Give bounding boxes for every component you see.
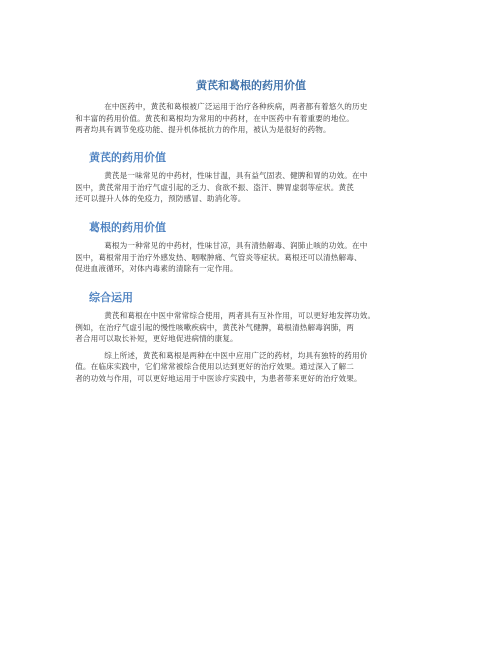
paragraph-line: 黄芪是一味常见的中药材，性味甘温，具有益气固表、健脾和胃的功效。在中 bbox=[104, 171, 368, 180]
paragraph-line: 者合用可以取长补短，更好地促进病情的康复。 bbox=[75, 334, 238, 343]
paragraph-line: 值。在临床实践中，它们常常被综合使用以达到更好的治疗效果。通过深入了解二 bbox=[75, 362, 354, 371]
paragraph-line: 黄芪和葛根在中医中常常综合使用，两者具有互补作用，可以更好地发挥功效。 bbox=[104, 311, 376, 320]
section-combined-use bbox=[60, 290, 444, 384]
paragraph-line: 例如，在治疗气虚引起的慢性咳嗽疾病中，黄芪补气健脾，葛根清热解毒润肺，两 bbox=[75, 322, 354, 332]
intro-line: 在中医药中，黄芪和葛根被广泛运用于治疗各种疾病，两者都有着悠久的历史 bbox=[104, 102, 368, 111]
paragraph-line: 综上所述，黄芪和葛根是两种在中医中应用广泛的药材，均具有独特的药用价 bbox=[104, 350, 368, 360]
intro-paragraph bbox=[60, 101, 444, 136]
section-heading: 综合运用 bbox=[89, 291, 133, 304]
paragraph-line: 促进血液循环，对体内毒素的清除有一定作用。 bbox=[75, 264, 238, 273]
section-huangqi bbox=[60, 150, 444, 205]
intro-section bbox=[60, 101, 444, 136]
section-heading: 黄芪的药用价值 bbox=[89, 151, 166, 164]
paragraph-line: 医中，葛根常用于治疗外感发热、咽喉肿痛、气管炎等症状。葛根还可以清热解毒、 bbox=[75, 252, 362, 262]
section-paragraph bbox=[60, 310, 444, 345]
conclusion-paragraph bbox=[60, 350, 444, 385]
section-gegen bbox=[60, 220, 444, 275]
section-heading: 葛根的药用价值 bbox=[89, 221, 166, 234]
intro-line: 和丰富的药用价值。黄芪和葛根均为常用的中药材，在中医药中有着重要的地位。 bbox=[75, 113, 354, 123]
paragraph-line: 葛根为一种常见的中药材，性味甘凉，具有清热解毒、润肺止咳的功效。在中 bbox=[104, 241, 368, 250]
section-paragraph bbox=[60, 170, 444, 205]
paragraph-line: 医中，黄芪常用于治疗气虚引起的乏力、食欲不振、盗汗、脾胃虚弱等症状。黄芪 bbox=[75, 182, 354, 192]
paragraph-line: 还可以提升人体的免疫力，预防感冒、助消化等。 bbox=[75, 194, 246, 203]
paragraph-line: 者的功效与作用，可以更好地运用于中医诊疗实践中，为患者带来更好的治疗效果。 bbox=[75, 373, 362, 383]
document-title: 黄芪和葛根的药用价值 bbox=[196, 79, 306, 92]
intro-line: 两者均具有调节免疫功能、提升机体抵抗力的作用，被认为是很好的药物。 bbox=[75, 125, 331, 134]
section-paragraph bbox=[60, 240, 444, 275]
